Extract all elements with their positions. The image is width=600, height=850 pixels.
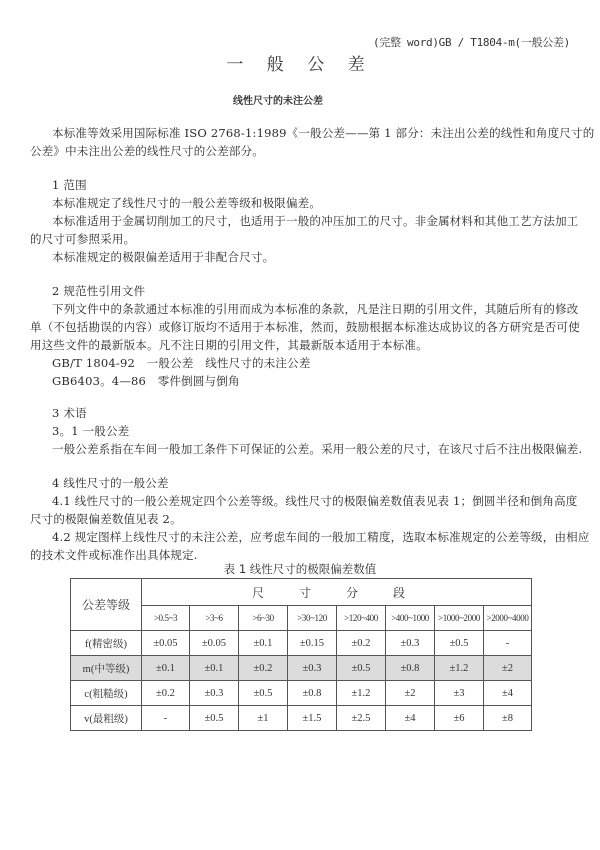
section-1-line: 的尺寸可参照采用。 [30,232,136,246]
section-2-heading: 2 规范性引用文件 [52,284,146,298]
table-cell: ±0.2 [337,631,386,656]
reference-gb6403: GB6403。4—86 零件倒圆与倒角 [52,374,240,388]
table-cell: ±0.3 [288,656,337,681]
section-3-1-heading: 3。1 一般公差 [52,424,130,438]
range-header: >1000~2000 [435,606,484,631]
range-header: >400~1000 [386,606,435,631]
section-1-heading: 1 范围 [52,178,87,192]
tolerance-grade-header: 公差等级 [71,579,142,631]
section-2-line: 用这些文件的最新版本。凡不注日期的引用文件，其最新版本适用于本标准。 [30,338,428,352]
table-cell: ±1.5 [288,706,337,731]
section-4-line: 4.2 规定图样上线性尺寸的未注公差，应考虑车间的一般加工精度，选取本标准规定的公差等级，由相应 [52,530,590,544]
table-cell: ±0.5 [239,681,288,706]
table-cell: ±2.5 [337,706,386,731]
table-cell: ±4 [386,706,435,731]
table-row-v [71,706,532,731]
intro-line-2: 公差》中未注出公差的线性尺寸的公差部分。 [30,144,264,158]
section-2-line: 单（不包括勘误的内容）或修订版均不适用于本标准，然而，鼓励根据本标准达成协议的各方研究是否可使 [30,320,580,334]
table-cell: ±0.1 [142,656,190,681]
section-4-heading: 4 线性尺寸的一般公差 [52,476,169,490]
size-range-header: 尺 寸 分 段 [142,579,532,606]
range-header: >30~120 [288,606,337,631]
table-row-f [71,631,532,656]
table-cell: ±0.5 [435,631,484,656]
table-cell: ±2 [484,656,532,681]
table-cell: ±0.3 [386,631,435,656]
table-cell: ±0.05 [142,631,190,656]
section-4-line: 4.1 线性尺寸的一般公差规定四个公差等级。线性尺寸的极限偏差数值表见表 1；倒圆半径和倒角高度 [52,494,578,508]
document-title: 一 般 公 差 [226,55,374,75]
table-cell: ±0.5 [337,656,386,681]
intro-line-1: 本标准等效采用国际标准 ISO 2768-1:1989《一般公差——第 1 部分：未注出公差的线性和角度尺寸的 [52,126,595,140]
table-cell: ±4 [484,681,532,706]
section-4-line: 尺寸的极限偏差数值见表 2。 [30,512,182,526]
range-header: >2000~4000 [484,606,532,631]
grade-label: m(中等级) [71,656,142,681]
table-cell: - [142,706,190,731]
table-cell: ±0.8 [386,656,435,681]
table-cell: ±0.5 [190,706,239,731]
table-cell: ±1.2 [435,656,484,681]
table-cell: ±0.1 [190,656,239,681]
table-cell: ±0.2 [239,656,288,681]
grade-label: f(精密级) [71,631,142,656]
tolerance-table [70,578,532,731]
table-cell: ±0.2 [142,681,190,706]
section-3-line: 一般公差系指在车间一般加工条件下可保证的公差。采用一般公差的尺寸，在该尺寸后不注出极限偏差. [52,442,583,456]
table-cell: ±0.8 [288,681,337,706]
table-cell: ±1 [239,706,288,731]
section-4-line: 的技术文件或标准作出具体规定. [30,548,198,562]
grade-label: c(粗糙级) [71,681,142,706]
document-header-reference: (完整 word)GB / T1804-m(一般公差) [373,36,570,49]
table-cell: ±0.3 [190,681,239,706]
document-subtitle: 线性尺寸的未注公差 [233,96,323,107]
table-cell: ±6 [435,706,484,731]
table-caption: 表 1 线性尺寸的极限偏差数值 [223,562,377,576]
table-cell: ±2 [386,681,435,706]
section-1-line: 本标准规定的极限偏差适用于非配合尺寸。 [52,250,275,264]
table-cell: ±3 [435,681,484,706]
section-1-line: 本标准规定了线性尺寸的一般公差等级和极限偏差。 [52,196,322,210]
section-3-heading: 3 术语 [52,406,87,420]
table-cell: ±0.15 [288,631,337,656]
table-cell: - [484,631,532,656]
range-header: >6~30 [239,606,288,631]
reference-gb1804: GB/T 1804-92 一般公差 线性尺寸的未注公差 [52,356,311,370]
range-header: >3~6 [190,606,239,631]
range-header: >0.5~3 [142,606,190,631]
table-cell: ±0.05 [190,631,239,656]
section-2-line: 下列文件中的条款通过本标准的引用而成为本标准的条款，凡是注日期的引用文件，其随后所有的修改 [52,302,579,316]
table-row-m-highlighted [71,656,532,681]
section-1-line: 本标准适用于金属切削加工的尺寸，也适用于一般的冲压加工的尺寸。非金属材料和其他工艺方法加工 [52,214,579,228]
table-cell: ±0.1 [239,631,288,656]
table-cell: ±8 [484,706,532,731]
table-cell: ±1.2 [337,681,386,706]
table-row-c [71,681,532,706]
range-header: >120~400 [337,606,386,631]
grade-label: v(最粗级) [71,706,142,731]
